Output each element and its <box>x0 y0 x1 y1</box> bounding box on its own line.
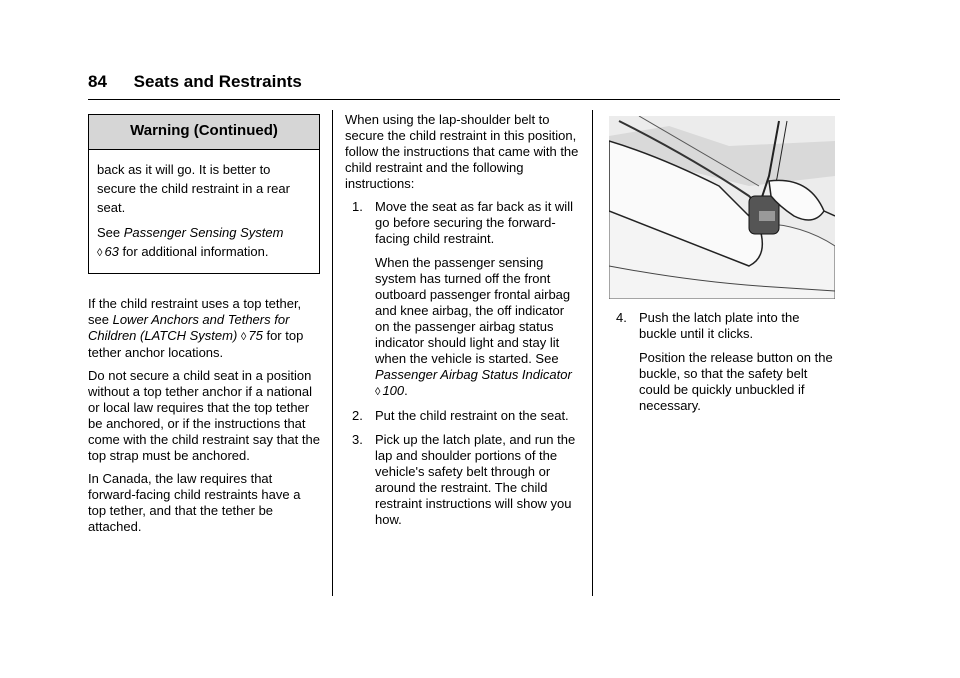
column-divider-2 <box>592 110 593 596</box>
anchor-law-paragraph: Do not secure a child seat in a position without a top tether anchor if a national or local law requires that the top tether be anchored, or if the instructions that come with the child restraint say that the top strap must be anchored. <box>88 368 320 463</box>
intro-paragraph: When using the lap-shoulder belt to secure the child restraint in this position, follow the instructions that came with the child restraint and the following instructions: <box>345 112 579 191</box>
step-subtext: Position the release button on the buckle, so that the safety belt could be quickly unbuckled if necessary. <box>639 350 833 413</box>
step-text: Pick up the latch plate, and run the lap and shoulder portions of the vehicle's safety belt through or around the restraint. The child restraint instructions will show you how. <box>375 432 576 527</box>
step-number: 4. <box>616 310 627 325</box>
column-1 <box>88 114 320 542</box>
step-text: Move the seat as far back as it will go before securing the forward-facing child restraint. <box>375 199 573 246</box>
warning-text: back as it will go. It is better to secure the child restraint in a rear seat. <box>97 162 290 215</box>
tether-paragraph: If the child restraint uses a top tether, see Lower Anchors and Tethers for Children (LATCH System) ◊ 75 for top tether anchor locations. <box>88 296 304 360</box>
column-2 <box>345 112 581 536</box>
column-3 <box>609 310 837 422</box>
step-number: 2. <box>352 408 363 423</box>
page-ref-icon: ◊ <box>97 247 103 259</box>
airbag-indicator-xref-link[interactable]: Passenger Airbag Status Indicator <box>375 367 572 382</box>
page-header <box>88 72 302 92</box>
page-ref-icon: ◊ <box>240 331 247 343</box>
warning-xref-link[interactable]: Passenger Sensing System <box>123 225 284 240</box>
step-text: Push the latch plate into the buckle until it clicks. <box>639 310 800 341</box>
list-item <box>345 199 581 400</box>
warning-body <box>89 150 319 273</box>
list-item <box>345 432 581 528</box>
step-number: 1. <box>352 199 363 214</box>
steps-list <box>345 199 581 528</box>
page-ref-icon: ◊ <box>375 386 381 398</box>
warning-xref-page[interactable]: 63 <box>104 244 119 259</box>
step-number: 3. <box>352 432 363 447</box>
column-divider-1 <box>332 110 333 596</box>
warning-box <box>88 114 320 274</box>
warning-see-line: See Passenger Sensing System ◊ 63 for additional information. <box>97 223 311 263</box>
section-title: Seats and Restraints <box>133 72 302 91</box>
page-number: 84 <box>88 72 107 91</box>
canada-paragraph: In Canada, the law requires that forward-facing child restraints have a top tether, and that the tether be attached. <box>88 471 301 534</box>
latch-xref-link[interactable]: Lower Anchors and Tethers for Children (LATCH System) <box>88 312 290 343</box>
list-item <box>609 310 837 414</box>
latch-xref-page[interactable]: 75 <box>248 328 263 343</box>
header-rule <box>88 99 840 100</box>
step-subtext: When the passenger sensing system has turned off the front outboard passenger frontal airbag and knee airbag, the off indicator on the passenger airbag status indicator should light and stay lit when the vehicle is started. See Passenger Airbag Status Indicator ◊ 100. <box>375 255 572 398</box>
buckle-illustration <box>609 116 835 299</box>
step-text: Put the child restraint on the seat. <box>375 408 569 423</box>
list-item <box>345 408 581 424</box>
steps-list-continued <box>609 310 837 414</box>
airbag-indicator-xref-page[interactable]: 100 <box>382 383 405 398</box>
warning-title: Warning (Continued) <box>89 115 319 150</box>
